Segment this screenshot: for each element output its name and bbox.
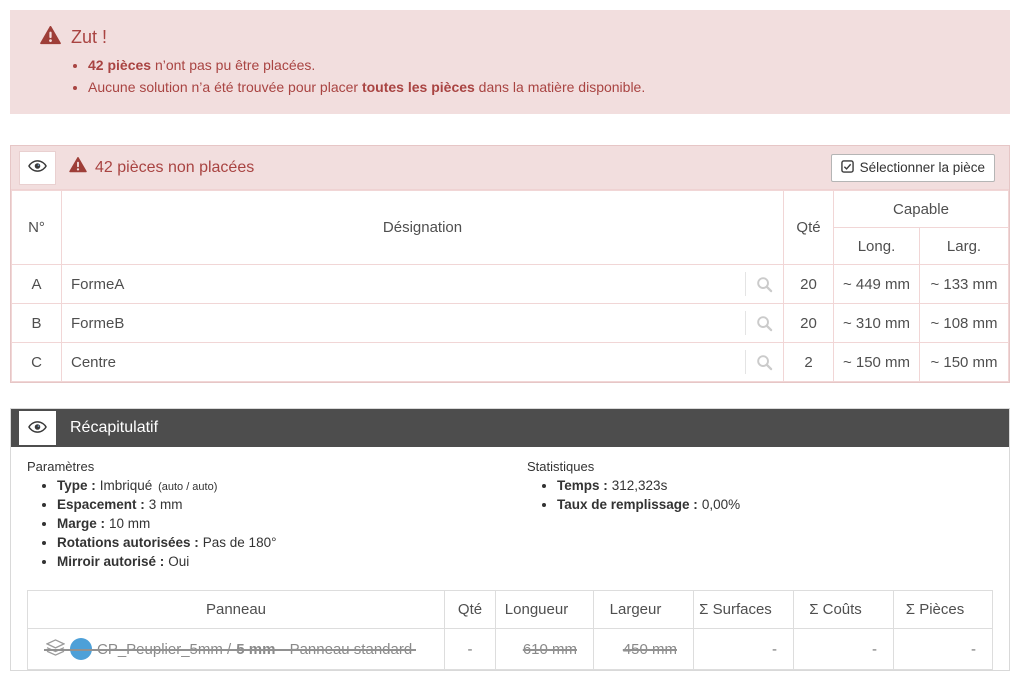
parameter-item: • Marge : 10 mm [57,516,527,531]
select-piece-button[interactable]: Sélectionner la pièce [831,154,995,182]
row-long: ~ 150 mm [834,343,920,382]
recap-panel-title: Récapitulatif [70,419,159,436]
alert-message-list [30,57,990,95]
zoom-piece-button[interactable] [745,311,783,335]
col-header-longueur: Longueur [496,591,594,629]
material-color-dot [70,638,92,660]
panel-name-struck: CP_Peuplier_5mm / 5 mm - Panneau standard [46,638,412,660]
row-designation: FormeA [71,275,125,293]
row-qty: 2 [784,343,834,382]
recap-panel-header [11,409,1009,447]
panel-surfaces: - [694,629,794,670]
row-long: ~ 449 mm [834,265,920,304]
zoom-piece-button[interactable] [745,272,783,296]
col-header-pieces: Σ Pièces [894,591,993,629]
row-qty: 20 [784,265,834,304]
col-header-no: N° [12,191,62,265]
eye-icon [28,420,47,437]
table-row[interactable] [12,343,1009,382]
eye-icon [28,159,47,176]
panel-width: 450 mm [622,640,677,658]
statistic-item: • Taux de remplissage : 0,00% [557,497,740,512]
row-no: A [12,265,62,304]
col-header-panneau: Panneau [28,591,445,629]
col-header-larg: Larg. [920,228,1009,265]
row-designation: Centre [71,353,117,371]
parameter-item: • Type : Imbriqué (auto / auto) [57,478,527,493]
toggle-visibility-button[interactable] [19,411,56,445]
statistics-title: Statistiques [527,459,595,474]
row-larg: ~ 108 mm [920,304,1009,343]
unplaced-pieces-table [11,190,1009,382]
col-header-qty: Qté [445,591,496,629]
row-long: ~ 310 mm [834,304,920,343]
recap-panel [10,408,1010,671]
magnifier-icon [756,315,773,332]
row-no: B [12,304,62,343]
panel-row[interactable] [28,629,993,670]
col-header-surfaces: Σ Surfaces [694,591,794,629]
warning-icon [40,26,61,48]
panels-summary-table [27,590,993,670]
zoom-piece-button[interactable] [745,350,783,374]
panel-qty: - [445,629,496,670]
magnifier-icon [756,354,773,371]
parameter-item: • Mirroir autorisé : Oui [57,554,527,569]
parameter-item: • Rotations autorisées : Pas de 180° [57,535,527,550]
col-header-long: Long. [834,228,920,265]
unplaced-panel-title: 42 pièces non placées [69,157,254,178]
col-header-qty: Qté [784,191,834,265]
alert-message: • 42 pièces n’ont pas pu être placées. [88,57,990,73]
panel-costs: - [794,629,894,670]
page [0,10,1024,676]
alert-title: Zut ! [71,26,108,47]
recap-body [11,447,1009,670]
table-row[interactable] [12,265,1009,304]
row-larg: ~ 150 mm [920,343,1009,382]
row-qty: 20 [784,304,834,343]
parameter-item: • Espacement : 3 mm [57,497,527,512]
row-larg: ~ 133 mm [920,265,1009,304]
parameters-title: Paramètres [27,459,95,474]
table-row[interactable] [12,304,1009,343]
toggle-visibility-button[interactable] [19,151,56,185]
statistic-item: • Temps : 312,323s [557,478,740,493]
col-header-couts: Σ Coûts [794,591,894,629]
row-designation: FormeB [71,314,125,332]
row-no: C [12,343,62,382]
magnifier-icon [756,276,773,293]
unplaced-pieces-panel [10,145,1010,383]
panel-pieces: - [894,629,993,670]
layers-icon [46,639,65,660]
parameters-block [27,459,527,573]
checkbox-icon [841,160,854,176]
statistics-block [527,459,740,573]
warning-icon-small [69,157,87,178]
col-header-designation: Désignation [62,191,784,265]
alert-message: • Aucune solution n’a été trouvée pour placer toutes les pièces dans la matière disponible. [88,79,990,95]
error-alert [10,10,1010,114]
col-header-capable: Capable [834,191,1009,228]
col-header-largeur: Largeur [594,591,694,629]
panel-length: 610 mm [522,640,577,658]
unplaced-panel-header [11,146,1009,190]
